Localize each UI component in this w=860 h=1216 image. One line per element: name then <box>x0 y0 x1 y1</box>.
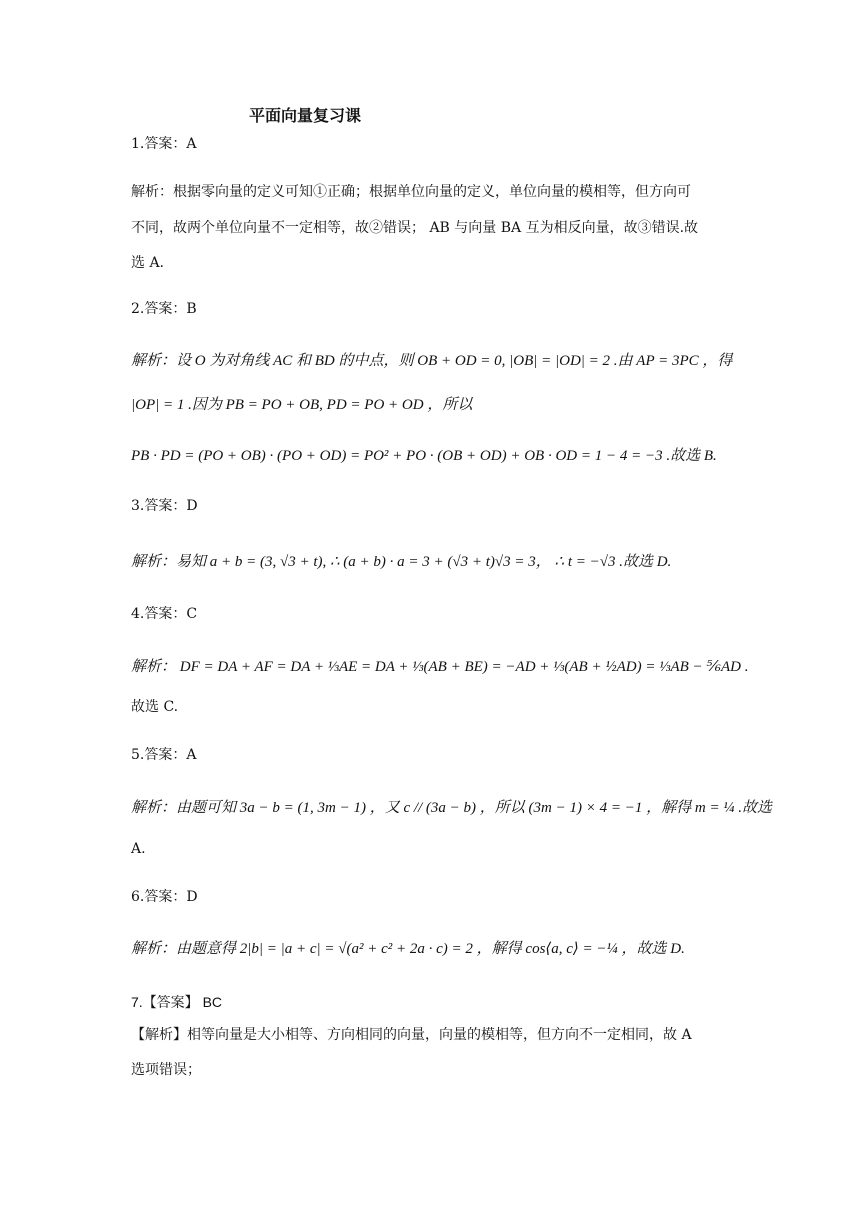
q7-answer: 7.【答案】 BC <box>131 994 223 1010</box>
q1-answer: 1.答案：A <box>131 136 197 152</box>
q5-explanation-line-1: 解析：由题可知 3a − b = (1, 3m − 1) ，又 c // (3a − b) ，所以 (3m − 1) × 4 = −1 ，解得 m = ¼ .故选 <box>131 800 773 816</box>
q5-explanation-line-2: A. <box>131 841 146 857</box>
q3-answer: 3.答案：D <box>131 498 198 514</box>
q4-explanation-line-2: 故选 C. <box>131 699 179 715</box>
q2-explanation-line-2: |OP| = 1 .因为 PB = PO + OB, PD = PO + OD ，所以 <box>131 397 473 413</box>
q5-answer: 5.答案：A <box>131 747 197 763</box>
q1-explanation-line-3: 选 A. <box>131 255 165 271</box>
q2-explanation-line-1: 解析：设 O 为对角线 AC 和 BD 的中点，则 OB + OD = 0, |OB| = |OD| = 2 .由 AP = 3PC ，得 <box>131 353 733 369</box>
q1-explanation-line-1: 解析：根据零向量的定义可知①正确；根据单位向量的定义，单位向量的模相等，但方向可 <box>131 184 691 200</box>
q2-answer: 2.答案：B <box>131 301 197 317</box>
q7-explanation-line-1: 【解析】相等向量是大小相等、方向相同的向量，向量的模相等，但方向不一定相同，故 A <box>131 1027 692 1043</box>
q1-explanation-line-2: 不同，故两个单位向量不一定相等，故②错误； AB 与向量 BA 互为相反向量，故③错误.故 <box>131 220 699 236</box>
q7-explanation-line-2: 选项错误； <box>131 1062 201 1078</box>
q4-explanation-line-1: 解析： DF = DA + AF = DA + ⅓AE = DA + ⅓(AB + BE) = −AD + ⅓(AB + ½AD) = ⅓AB − ⅚AD . <box>131 659 749 675</box>
q6-answer: 6.答案：D <box>131 889 198 905</box>
q4-answer: 4.答案：C <box>131 606 198 622</box>
document-title: 平面向量复习课 <box>248 106 361 125</box>
q2-explanation-line-3: PB · PD = (PO + OB) · (PO + OD) = PO² + PO · (OB + OD) + OB · OD = 1 − 4 = −3 .故选 B. <box>131 448 717 464</box>
q3-explanation-line-1: 解析：易知 a + b = (3, √3 + t), ∴ (a + b) · a = 3 + (√3 + t)√3 = 3， ∴ t = −√3 .故选 D. <box>131 554 672 570</box>
q6-explanation-line-1: 解析：由题意得 2|b| = |a + c| = √(a² + c² + 2a · c) = 2 ，解得 cos⟨a, c⟩ = −¼ ，故选 D. <box>131 941 685 957</box>
